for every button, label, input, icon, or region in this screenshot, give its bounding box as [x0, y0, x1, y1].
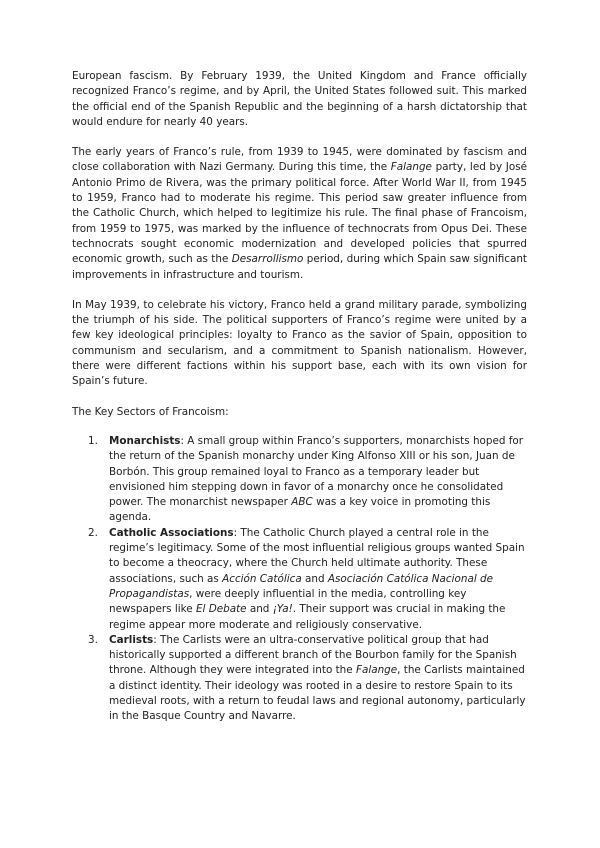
desarrollismo-term: Desarrollismo [231, 253, 304, 266]
paragraph-parade: In May 1939, to celebrate his victory, Franco held a grand military parade, symbolizing the triumph of his side. The political supporters of Franco’s regime were united by a few key ideological principles: loyalty to Franco as the savior of Spain, opposition to communism and secularism, and a commitment to Spanish nationalism. However, there were different factions within his support base, each with its own vision for Spain’s future. [72, 298, 527, 388]
list-number: 2. [88, 526, 98, 539]
list-item-catholic-associations: 2. Catholic Associations: The Catholic Church played a central role in the regime’s legitimacy. Some of the most influential religious groups wanted Spain to become a theocracy, where the Church held ultimate authority. These associations, such as Acción Católica and Asociación Católica Nacional de Propagandistas, were deeply influential in the media, controlling key newspapers like El Debate and ¡Ya!. Their support was crucial in making the regime appear more moderate and religiously conservative. [88, 526, 525, 631]
accion-catolica-term: Acción Católica [222, 572, 302, 585]
falange-term: Falange [355, 664, 398, 677]
abc-term: ABC [291, 496, 313, 509]
list-heading: The Key Sectors of Francoism: [72, 405, 229, 418]
item-title: Monarchists [109, 434, 181, 447]
list-number: 3. [88, 633, 98, 646]
falange-term: Falange [390, 161, 432, 174]
list-number: 1. [88, 434, 98, 447]
list-item-carlists: 3. Carlists: The Carlists were an ultra-conservative political group that had historically supported a different branch of the Bourbon family for the Spanish throne. Although they were integrated into the Falange, the Carlists maintained a distinct identity. Their ideology was rooted in a desire to restore Spain to its medieval roots, with a return to feudal laws and regional autonomy, particularly in the Basque Country and Navarre. [88, 633, 526, 723]
document-page [72, 69, 527, 725]
sectors-list [72, 434, 527, 725]
paragraph-early-years: The early years of Franco’s rule, from 1939 to 1945, were dominated by fascism and close collaboration with Nazi Germany. During this time, the Falange party, led by José Antonio Primo de Rivera, was the primary political force. After World War II, from 1945 to 1959, Franco had to moderate his regime. This period saw greater influence from the Catholic Church, which helped to legitimize his rule. The final phase of Francoism, from 1959 to 1975, was marked by the influence of technocrats from Opus Dei. These technocrats sought economic modernization and developed policies that spurred economic growth, such as the Desarrollismo period, during which Spain saw significant improvements in infrastructure and tourism. [72, 146, 527, 281]
paragraph-intro: European fascism. By February 1939, the United Kingdom and France officially recognized Franco’s regime, and by April, the United States followed suit. This marked the official end of the Spanish Republic and the beginning of a harsh dictatorship that would endure for nearly 40 years. [72, 70, 527, 128]
ya-term: ¡Ya! [272, 603, 293, 616]
item-title: Carlists [109, 633, 154, 646]
item-title: Catholic Associations [109, 526, 234, 539]
asociacion-catolica-term: Asociación Católica Nacional de Propagandistas [109, 572, 494, 600]
el-debate-term: El Debate [195, 603, 247, 616]
list-item-monarchists: 1. Monarchists: A small group within Franco’s supporters, monarchists hoped for the return of the Spanish monarchy under King Alfonso XIII or his son, Juan de Borbón. This group remained loyal to Franco as a temporary leader but envisioned him stepping down in favor of a monarchy once he consolidated power. The monarchist newspaper ABC was a key voice in promoting this agenda. [88, 434, 524, 524]
